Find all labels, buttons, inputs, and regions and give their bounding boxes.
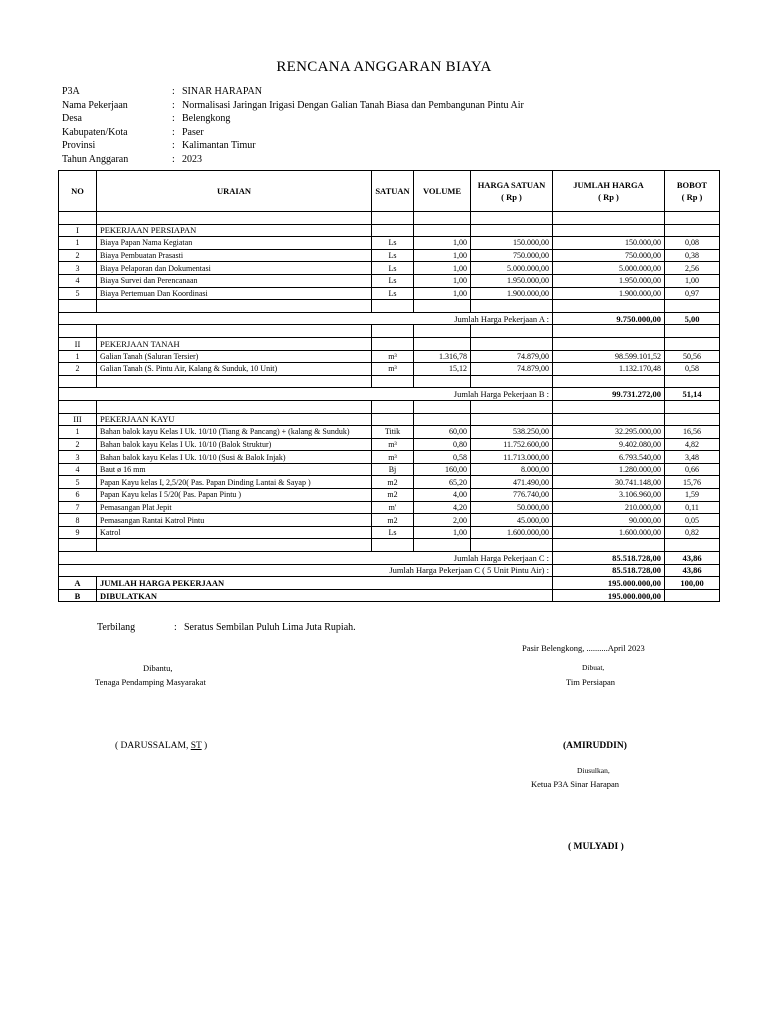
item-number: 1 bbox=[59, 237, 97, 250]
item-number: 2 bbox=[59, 249, 97, 262]
cell-empty bbox=[665, 300, 720, 313]
item-weight: 3,48 bbox=[665, 451, 720, 464]
item-unit: m³ bbox=[372, 451, 414, 464]
header-harga-satuan bbox=[471, 171, 553, 212]
terbilang-colon: : bbox=[174, 622, 177, 633]
item-weight: 0,97 bbox=[665, 287, 720, 300]
summary-number: B bbox=[59, 589, 97, 602]
section-number: I bbox=[59, 224, 97, 237]
project-info-value: 2023 bbox=[182, 153, 202, 165]
item-unit: Ls bbox=[372, 526, 414, 539]
dibuat-label: Dibuat, bbox=[582, 663, 605, 672]
dibantu-name-suffix: ) bbox=[201, 741, 208, 751]
table-row bbox=[59, 426, 720, 439]
table-row bbox=[59, 262, 720, 275]
project-info-label: Provinsi bbox=[62, 140, 96, 152]
item-unit: m' bbox=[372, 501, 414, 514]
cell-empty bbox=[59, 325, 97, 338]
project-info-colon: : bbox=[172, 99, 175, 111]
item-unit: m³ bbox=[372, 363, 414, 376]
item-number: 2 bbox=[59, 438, 97, 451]
item-volume: 1,00 bbox=[414, 237, 471, 250]
item-unit-price: 8.000,00 bbox=[471, 463, 553, 476]
item-weight: 15,76 bbox=[665, 476, 720, 489]
project-info-value: Belengkong bbox=[182, 113, 231, 125]
item-total-price: 32.295.000,00 bbox=[553, 426, 665, 439]
item-description: Biaya Pertemuan Dan Koordinasi bbox=[97, 287, 372, 300]
blank-row bbox=[59, 400, 720, 413]
cell-empty bbox=[665, 400, 720, 413]
cell-empty bbox=[471, 212, 553, 225]
project-info-colon: : bbox=[172, 126, 175, 138]
item-total-price: 98.599.101,52 bbox=[553, 350, 665, 363]
project-info-value: Kalimantan Timur bbox=[182, 140, 256, 152]
item-description: Katrol bbox=[97, 526, 372, 539]
table-row bbox=[59, 438, 720, 451]
cell-empty bbox=[97, 375, 372, 388]
item-total-price: 3.106.960,00 bbox=[553, 489, 665, 502]
project-info bbox=[62, 85, 524, 167]
project-info-label: Kabupaten/Kota bbox=[62, 126, 128, 138]
item-total-price: 1.280.000,00 bbox=[553, 463, 665, 476]
item-description: Galian Tanah (S. Pintu Air, Kalang & Sunduk, 10 Unit) bbox=[97, 363, 372, 376]
section-title: PEKERJAAN PERSIAPAN bbox=[97, 224, 372, 237]
header-bobot bbox=[665, 171, 720, 212]
cell-empty bbox=[553, 325, 665, 338]
item-volume: 1,00 bbox=[414, 274, 471, 287]
cell-empty bbox=[372, 413, 414, 426]
item-weight: 0,05 bbox=[665, 514, 720, 527]
section-number: III bbox=[59, 413, 97, 426]
item-number: 3 bbox=[59, 451, 97, 464]
summary-weight: 100,00 bbox=[665, 577, 720, 590]
cell-empty bbox=[372, 400, 414, 413]
item-description: Pemasangan Plat Jepit bbox=[97, 501, 372, 514]
terbilang-label: Terbilang bbox=[97, 622, 136, 633]
cell-empty bbox=[665, 413, 720, 426]
section-number: II bbox=[59, 337, 97, 350]
item-description: Pemasangan Rantai Katrol Pintu bbox=[97, 514, 372, 527]
subtotal-value-units: 85.518.728,00 bbox=[553, 564, 665, 577]
item-weight: 0,66 bbox=[665, 463, 720, 476]
header-jumlah-harga bbox=[553, 171, 665, 212]
header-jumlah-harga-line2: ( Rp ) bbox=[598, 192, 619, 202]
summary-label: DIBULATKAN bbox=[97, 589, 553, 602]
project-info-colon: : bbox=[172, 86, 175, 97]
header-uraian: URAIAN bbox=[97, 171, 372, 212]
terbilang-value: Seratus Sembilan Puluh Lima Juta Rupiah. bbox=[184, 622, 356, 633]
item-volume: 65,20 bbox=[414, 476, 471, 489]
item-unit: Bj bbox=[372, 463, 414, 476]
place-date: Pasir Belengkong, ..........April 2023 bbox=[522, 643, 645, 653]
item-description: Biaya Papan Nama Kegiatan bbox=[97, 237, 372, 250]
header-jumlah-harga-line1: JUMLAH HARGA bbox=[573, 180, 644, 190]
cell-empty bbox=[471, 539, 553, 552]
item-volume: 15,12 bbox=[414, 363, 471, 376]
subtotal-row bbox=[59, 564, 720, 577]
cell-empty bbox=[59, 539, 97, 552]
item-description: Bahan balok kayu Kelas I Uk. 10/10 (Tiang & Pancang) + (kalang & Sunduk) bbox=[97, 426, 372, 439]
item-total-price: 150.000,00 bbox=[553, 237, 665, 250]
cell-empty bbox=[97, 212, 372, 225]
summary-label: JUMLAH HARGA PEKERJAAN bbox=[97, 577, 553, 590]
project-info-label: Desa bbox=[62, 113, 82, 125]
item-total-price: 1.600.000,00 bbox=[553, 526, 665, 539]
item-description: Biaya Survei dan Perencanaan bbox=[97, 274, 372, 287]
cell-empty bbox=[471, 375, 553, 388]
table-row bbox=[59, 249, 720, 262]
summary-number: A bbox=[59, 577, 97, 590]
cell-empty bbox=[553, 400, 665, 413]
table-row bbox=[59, 526, 720, 539]
subtotal-weight: 43,86 bbox=[665, 552, 720, 565]
item-description: Baut ø 16 mm bbox=[97, 463, 372, 476]
section-title: PEKERJAAN KAYU bbox=[97, 413, 372, 426]
cell-empty bbox=[414, 337, 471, 350]
cell-empty bbox=[414, 325, 471, 338]
page-title: RENCANA ANGGARAN BIAYA bbox=[276, 59, 492, 75]
subtotal-value: 99.731.272,00 bbox=[553, 388, 665, 401]
blank-row bbox=[59, 325, 720, 338]
project-info-row bbox=[62, 126, 524, 140]
item-weight: 0,11 bbox=[665, 501, 720, 514]
item-volume: 1.316,78 bbox=[414, 350, 471, 363]
item-weight: 50,56 bbox=[665, 350, 720, 363]
item-weight: 4,82 bbox=[665, 438, 720, 451]
dibuat-name: (AMIRUDDIN) bbox=[563, 741, 627, 751]
item-weight: 0,82 bbox=[665, 526, 720, 539]
item-total-price: 9.402.080,00 bbox=[553, 438, 665, 451]
summary-value: 195.000.000,00 bbox=[553, 589, 665, 602]
item-volume: 4,00 bbox=[414, 489, 471, 502]
cell-empty bbox=[471, 325, 553, 338]
cell-empty bbox=[553, 539, 665, 552]
cell-empty bbox=[665, 539, 720, 552]
item-total-price: 6.793.540,00 bbox=[553, 451, 665, 464]
item-weight: 1,00 bbox=[665, 274, 720, 287]
cell-empty bbox=[414, 224, 471, 237]
dibantu-name-prefix: ( DARUSSALAM, bbox=[115, 741, 191, 751]
cell-empty bbox=[372, 337, 414, 350]
item-unit-price: 1.950.000,00 bbox=[471, 274, 553, 287]
item-number: 6 bbox=[59, 489, 97, 502]
item-unit: m2 bbox=[372, 514, 414, 527]
project-info-row bbox=[62, 139, 524, 153]
item-number: 4 bbox=[59, 463, 97, 476]
item-number: 5 bbox=[59, 476, 97, 489]
item-weight: 16,56 bbox=[665, 426, 720, 439]
section-header-row bbox=[59, 224, 720, 237]
item-number: 8 bbox=[59, 514, 97, 527]
table-row bbox=[59, 287, 720, 300]
table-header-row bbox=[59, 171, 720, 212]
item-number: 9 bbox=[59, 526, 97, 539]
item-description: Bahan balok kayu Kelas I Uk. 10/10 (Susi & Balok Injak) bbox=[97, 451, 372, 464]
item-unit-price: 1.900.000,00 bbox=[471, 287, 553, 300]
project-info-row bbox=[62, 112, 524, 126]
item-volume: 0,58 bbox=[414, 451, 471, 464]
cell-empty bbox=[372, 224, 414, 237]
cell-empty bbox=[372, 300, 414, 313]
summary-row bbox=[59, 589, 720, 602]
item-unit-price: 538.250,00 bbox=[471, 426, 553, 439]
cell-empty bbox=[553, 337, 665, 350]
item-total-price: 1.950.000,00 bbox=[553, 274, 665, 287]
item-volume: 1,00 bbox=[414, 287, 471, 300]
subtotal-row bbox=[59, 388, 720, 401]
table-row bbox=[59, 476, 720, 489]
cell-empty bbox=[553, 300, 665, 313]
item-unit: Ls bbox=[372, 249, 414, 262]
cell-empty bbox=[97, 325, 372, 338]
project-info-colon: : bbox=[172, 113, 175, 125]
cell-empty bbox=[372, 539, 414, 552]
section-header-row bbox=[59, 337, 720, 350]
header-satuan: SATUAN bbox=[372, 171, 414, 212]
item-total-price: 1.132.170,48 bbox=[553, 363, 665, 376]
table-row bbox=[59, 463, 720, 476]
item-description: Biaya Pembuatan Prasasti bbox=[97, 249, 372, 262]
item-description: Bahan balok kayu Kelas I Uk. 10/10 (Balok Struktur) bbox=[97, 438, 372, 451]
cell-empty bbox=[97, 400, 372, 413]
cell-empty bbox=[97, 300, 372, 313]
item-number: 2 bbox=[59, 363, 97, 376]
cell-empty bbox=[553, 413, 665, 426]
subtotal-label: Jumlah Harga Pekerjaan B : bbox=[59, 388, 553, 401]
item-volume: 1,00 bbox=[414, 249, 471, 262]
item-total-price: 750.000,00 bbox=[553, 249, 665, 262]
cell-empty bbox=[59, 400, 97, 413]
cell-empty bbox=[97, 539, 372, 552]
table-row bbox=[59, 363, 720, 376]
item-unit-price: 11.713.000,00 bbox=[471, 451, 553, 464]
item-unit: Ls bbox=[372, 237, 414, 250]
cell-empty bbox=[59, 375, 97, 388]
cell-empty bbox=[372, 212, 414, 225]
subtotal-row bbox=[59, 312, 720, 325]
cell-empty bbox=[414, 375, 471, 388]
item-unit: Ls bbox=[372, 274, 414, 287]
terbilang bbox=[97, 622, 356, 633]
cell-empty bbox=[59, 212, 97, 225]
item-total-price: 5.000.000,00 bbox=[553, 262, 665, 275]
table-row bbox=[59, 237, 720, 250]
item-volume: 0,80 bbox=[414, 438, 471, 451]
item-unit: Titik bbox=[372, 426, 414, 439]
item-unit-price: 150.000,00 bbox=[471, 237, 553, 250]
header-harga-satuan-line2: ( Rp ) bbox=[501, 192, 522, 202]
item-unit-price: 50.000,00 bbox=[471, 501, 553, 514]
subtotal-label: Jumlah Harga Pekerjaan C : bbox=[59, 552, 553, 565]
item-unit-price: 11.752.600,00 bbox=[471, 438, 553, 451]
diusulkan-role: Ketua P3A Sinar Harapan bbox=[531, 779, 620, 789]
table-row bbox=[59, 514, 720, 527]
item-description: Papan Kayu kelas I 5/20( Pas. Papan Pintu ) bbox=[97, 489, 372, 502]
cell-empty bbox=[471, 337, 553, 350]
cell-empty bbox=[471, 300, 553, 313]
dibantu-label: Dibantu, bbox=[143, 663, 173, 673]
diusulkan-name: ( MULYADI ) bbox=[568, 842, 624, 852]
budget-table bbox=[58, 170, 720, 602]
cell-empty bbox=[553, 212, 665, 225]
item-unit-price: 74.879,00 bbox=[471, 350, 553, 363]
header-bobot-line2: ( Rp ) bbox=[681, 192, 703, 202]
project-info-label: Tahun Anggaran bbox=[62, 153, 129, 165]
cell-empty bbox=[471, 413, 553, 426]
item-number: 1 bbox=[59, 350, 97, 363]
item-volume: 4,20 bbox=[414, 501, 471, 514]
subtotal-label-units: Jumlah Harga Pekerjaan C ( 5 Unit Pintu Air) : bbox=[59, 564, 553, 577]
cell-empty bbox=[414, 400, 471, 413]
item-unit: m2 bbox=[372, 476, 414, 489]
project-info-row bbox=[62, 153, 524, 167]
item-weight: 2,56 bbox=[665, 262, 720, 275]
cell-empty bbox=[665, 212, 720, 225]
item-total-price: 210.000,00 bbox=[553, 501, 665, 514]
project-info-value: Normalisasi Jaringan Irigasi Dengan Galian Tanah Biasa dan Pembangunan Pintu Air bbox=[182, 99, 524, 111]
blank-row bbox=[59, 300, 720, 313]
table-row bbox=[59, 501, 720, 514]
cell-empty bbox=[553, 375, 665, 388]
table-row bbox=[59, 350, 720, 363]
project-info-row bbox=[62, 99, 524, 113]
cell-empty bbox=[372, 325, 414, 338]
subtotal-weight-units: 43,86 bbox=[665, 564, 720, 577]
cell-empty bbox=[414, 539, 471, 552]
item-unit-price: 1.600.000,00 bbox=[471, 526, 553, 539]
item-number: 4 bbox=[59, 274, 97, 287]
project-info-label: P3A bbox=[62, 86, 80, 97]
cell-empty bbox=[414, 212, 471, 225]
cell-empty bbox=[665, 375, 720, 388]
blank-row bbox=[59, 539, 720, 552]
section-header-row bbox=[59, 413, 720, 426]
item-unit-price: 471.490,00 bbox=[471, 476, 553, 489]
header-no: NO bbox=[59, 171, 97, 212]
item-volume: 2,00 bbox=[414, 514, 471, 527]
header-harga-satuan-line1: HARGA SATUAN bbox=[477, 180, 546, 190]
cell-empty bbox=[665, 337, 720, 350]
subtotal-value: 9.750.000,00 bbox=[553, 312, 665, 325]
summary-value: 195.000.000,00 bbox=[553, 577, 665, 590]
cell-empty bbox=[372, 375, 414, 388]
item-number: 3 bbox=[59, 262, 97, 275]
cell-empty bbox=[471, 400, 553, 413]
cell-empty bbox=[414, 300, 471, 313]
item-weight: 0,08 bbox=[665, 237, 720, 250]
subtotal-weight: 51,14 bbox=[665, 388, 720, 401]
cell-empty bbox=[665, 224, 720, 237]
table-row bbox=[59, 489, 720, 502]
diusulkan-label: Diusulkan, bbox=[577, 766, 610, 775]
item-unit-price: 750.000,00 bbox=[471, 249, 553, 262]
item-volume: 60,00 bbox=[414, 426, 471, 439]
subtotal-label: Jumlah Harga Pekerjaan A : bbox=[59, 312, 553, 325]
header-volume: VOLUME bbox=[414, 171, 471, 212]
item-total-price: 90.000,00 bbox=[553, 514, 665, 527]
item-unit: Ls bbox=[372, 262, 414, 275]
item-number: 5 bbox=[59, 287, 97, 300]
dibantu-role: Tenaga Pendamping Masyarakat bbox=[95, 677, 206, 687]
item-description: Papan Kayu kelas I, 2,5/20( Pas. Papan Dinding Lantai & Sayap ) bbox=[97, 476, 372, 489]
section-title: PEKERJAAN TANAH bbox=[97, 337, 372, 350]
item-unit: m2 bbox=[372, 489, 414, 502]
item-weight: 0,38 bbox=[665, 249, 720, 262]
item-unit-price: 776.740,00 bbox=[471, 489, 553, 502]
item-volume: 1,00 bbox=[414, 262, 471, 275]
project-info-label: Nama Pekerjaan bbox=[62, 99, 128, 111]
project-info-colon: : bbox=[172, 140, 175, 152]
cell-empty bbox=[471, 224, 553, 237]
item-unit-price: 45.000,00 bbox=[471, 514, 553, 527]
item-unit-price: 74.879,00 bbox=[471, 363, 553, 376]
project-info-colon: : bbox=[172, 153, 175, 165]
item-unit: Ls bbox=[372, 287, 414, 300]
item-unit-price: 5.000.000,00 bbox=[471, 262, 553, 275]
subtotal-value: 85.518.728,00 bbox=[553, 552, 665, 565]
dibuat-role: Tim Persiapan bbox=[566, 677, 616, 687]
subtotal-weight: 5,00 bbox=[665, 312, 720, 325]
blank-row bbox=[59, 375, 720, 388]
project-info-value: SINAR HARAPAN bbox=[182, 86, 262, 97]
item-weight: 0,58 bbox=[665, 363, 720, 376]
cell-empty bbox=[665, 325, 720, 338]
header-bobot-line1: BOBOT bbox=[676, 180, 708, 190]
summary-weight bbox=[665, 589, 720, 602]
project-info-value: Paser bbox=[182, 126, 204, 138]
item-number: 1 bbox=[59, 426, 97, 439]
item-total-price: 30.741.148,00 bbox=[553, 476, 665, 489]
item-description: Biaya Pelaporan dan Dokumentasi bbox=[97, 262, 372, 275]
item-number: 7 bbox=[59, 501, 97, 514]
subtotal-row bbox=[59, 552, 720, 565]
item-unit: m³ bbox=[372, 350, 414, 363]
cell-empty bbox=[414, 413, 471, 426]
dibantu-name-title: ST bbox=[190, 741, 202, 751]
summary-row bbox=[59, 577, 720, 590]
item-unit: m³ bbox=[372, 438, 414, 451]
dibantu-name bbox=[115, 741, 207, 751]
table-row bbox=[59, 274, 720, 287]
item-volume: 1,00 bbox=[414, 526, 471, 539]
cell-empty bbox=[553, 224, 665, 237]
item-total-price: 1.900.000,00 bbox=[553, 287, 665, 300]
item-description: Galian Tanah (Saluran Tersier) bbox=[97, 350, 372, 363]
project-info-row bbox=[62, 85, 524, 99]
cell-empty bbox=[59, 300, 97, 313]
item-weight: 1,59 bbox=[665, 489, 720, 502]
spacer-row bbox=[59, 212, 720, 225]
item-volume: 160,00 bbox=[414, 463, 471, 476]
table-row bbox=[59, 451, 720, 464]
